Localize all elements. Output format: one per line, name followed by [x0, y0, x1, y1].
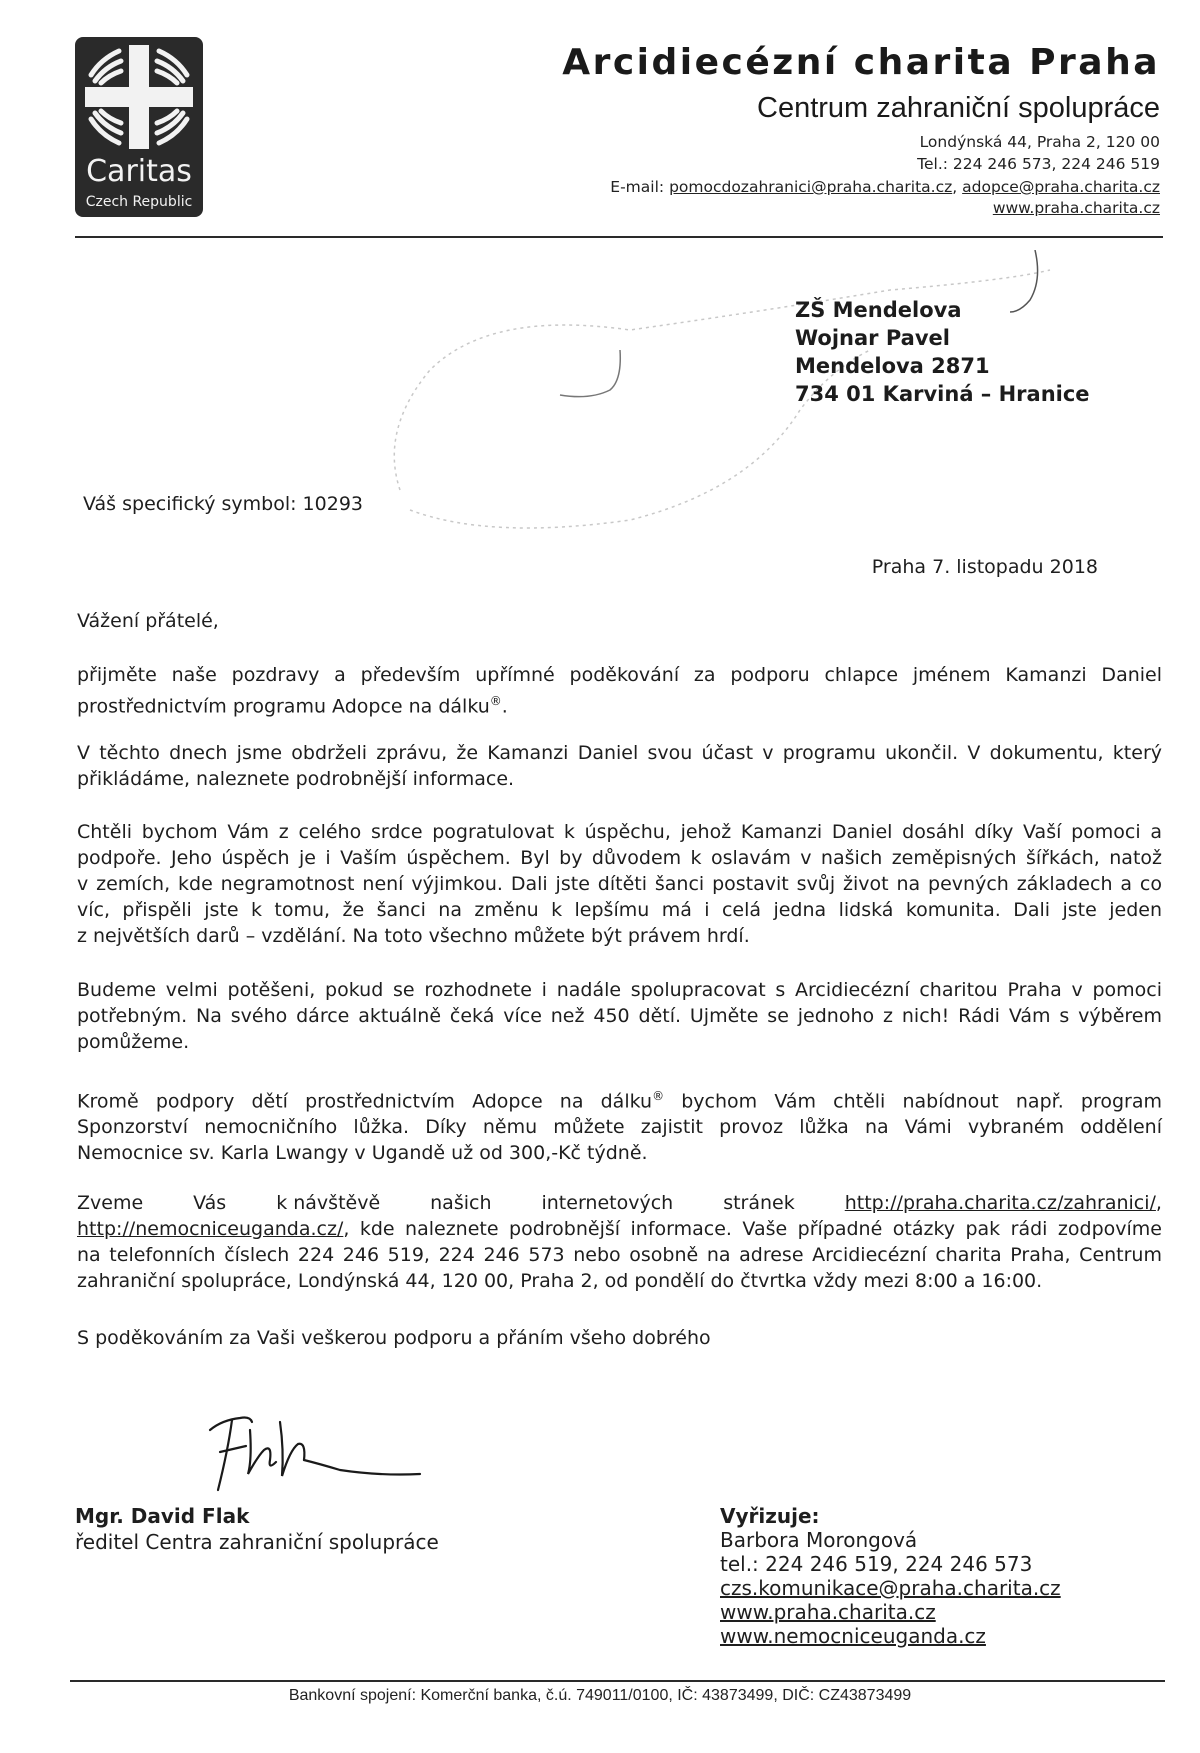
- header-divider: [75, 236, 1163, 238]
- contact-web-link-1[interactable]: www.praha.charita.cz: [720, 1600, 936, 1624]
- department-name: Centrum zahraniční spolupráce: [757, 92, 1160, 124]
- paragraph-5-text-a: Kromě podpory dětí prostřednictvím Adopce na dálku: [77, 1090, 653, 1113]
- recipient-line-3: Mendelova 2871: [795, 354, 990, 378]
- letter-date: Praha 7. listopadu 2018: [871, 556, 1098, 578]
- contact-email-link[interactable]: czs.komunikace@praha.charita.cz: [720, 1576, 1061, 1600]
- paragraph-5: [77, 1083, 1162, 1166]
- logo-brand-text: Caritas: [86, 154, 192, 189]
- paragraph-5-line-2: Sponzorství nemocničního lůžka. Díky němu můžete zajistit provoz lůžka na Vámi vybraném oddělení: [77, 1116, 1162, 1139]
- header-address: Londýnská 44, Praha 2, 120 00: [919, 133, 1160, 151]
- comma: ,: [1155, 1192, 1162, 1214]
- signatory-role: ředitel Centra zahraniční spolupráce: [75, 1530, 439, 1554]
- salutation: Vážení přátelé,: [77, 610, 219, 632]
- paragraph-5-text-b: bychom Vám chtěli nabídnout např. program: [664, 1090, 1162, 1113]
- paragraph-3-line-4: víc, přispěli jste k tomu, že šanci na změnu k lepšímu má i celá jedna lidská komunita. Dali jste jeden: [77, 899, 1162, 921]
- paragraph-6: [77, 1190, 1162, 1294]
- paragraph-3: [77, 819, 1162, 949]
- nemocniceuganda-link[interactable]: http://nemocniceuganda.cz/: [77, 1218, 344, 1240]
- paragraph-4-line-1: Budeme velmi potěšeni, pokud se rozhodnete i nadále spolupracovat s Arcidiecézní charitou Praha v pomoci: [77, 979, 1162, 1001]
- word: našich: [430, 1192, 492, 1214]
- paragraph-4: [77, 977, 1162, 1055]
- paragraph-6-line-4: zahraniční spolupráce, Londýnská 44, 120 00, Praha 2, od pondělí do čtvrtka vždy mezi 8:00 a 16:00.: [77, 1270, 1043, 1292]
- logo-country-text: Czech Republic: [85, 194, 193, 210]
- email-separator: ,: [952, 178, 958, 196]
- email-label: E-mail:: [610, 178, 665, 196]
- word: k návštěvě: [276, 1192, 381, 1214]
- recipient-line-2: Wojnar Pavel: [795, 326, 950, 350]
- paragraph-1-end: .: [501, 695, 508, 718]
- paragraph-2-line-2: přikládáme, naleznete podrobnější informace.: [77, 768, 515, 790]
- registered-mark: ®: [652, 1089, 665, 1103]
- closing-line: S poděkováním za Vaši veškerou podporu a přáním všeho dobrého: [77, 1327, 711, 1349]
- specific-symbol: Váš specifický symbol: 10293: [83, 493, 363, 515]
- header-phone: Tel.: 224 246 573, 224 246 519: [917, 155, 1160, 173]
- paragraph-5-line-1: [77, 1083, 1162, 1114]
- handled-by-label: Vyřizuje:: [720, 1504, 820, 1528]
- bank-details-footer: Bankovní spojení: Komerční banka, č.ú. 749011/0100, IČ: 43873499, DIČ: CZ43873499: [288, 1687, 912, 1704]
- word: Zveme: [77, 1192, 144, 1214]
- contact-name: Barbora Morongová: [720, 1528, 918, 1552]
- paragraph-1-line-1: přijměte naše pozdravy a především upřímné poděkování za podporu chlapce jménem Kamanzi Daniel: [77, 664, 1162, 686]
- paragraph-2-line-1: V těchto dnech jsme obdrželi zprávu, že Kamanzi Daniel svou účast v programu ukončil. V dokumentu, který: [77, 742, 1162, 764]
- paragraph-5-line-3: Nemocnice sv. Karla Lwangy v Ugandě už od 300,-Kč týdně.: [77, 1142, 648, 1165]
- charita-zahranici-link[interactable]: http://praha.charita.cz/zahranici/: [844, 1192, 1156, 1214]
- word: internetových: [541, 1192, 674, 1214]
- recipient-line-4: 734 01 Karviná – Hranice: [795, 382, 1090, 406]
- caritas-logo: [75, 37, 203, 217]
- recipient-line-1: ZŠ Mendelova: [795, 298, 962, 322]
- paragraph-6-line-3: na telefonních číslech 224 246 519, 224 246 573 nebo osobně na adrese Arcidiecézní charita Praha, Centrum: [77, 1244, 1162, 1266]
- footer-divider: [70, 1680, 1165, 1682]
- organization-name: Arcidiecézní charita Praha: [562, 42, 1160, 83]
- handwritten-signature-icon: [180, 1390, 440, 1510]
- word: stránek: [723, 1192, 795, 1214]
- paragraph-6-line-2: [77, 1216, 1162, 1242]
- paragraph-4-line-3: pomůžeme.: [77, 1031, 190, 1053]
- word: Vás: [193, 1192, 227, 1214]
- contact-phone: tel.: 224 246 519, 224 246 573: [720, 1552, 1033, 1576]
- paragraph-4-line-2: potřebným. Na svého dárce aktuálně čeká více než 450 dětí. Ujměte se jednoho z nich! Rádi Vám s výběrem: [77, 1005, 1162, 1027]
- header-web-link[interactable]: www.praha.charita.cz: [992, 199, 1160, 217]
- header-email-line: [610, 178, 1160, 196]
- paragraph-3-line-3: v zemích, kde negramotnost není výjimkou. Dali jste dítěti šanci postavit svůj život na pevných základech a co: [77, 873, 1162, 895]
- paragraph-3-line-5: z největších darů – vzdělání. Na toto všechno můžete být právem hrdí.: [77, 925, 750, 947]
- paragraph-2: [77, 740, 1162, 792]
- paragraph-1: [77, 662, 1162, 719]
- caritas-cross-flames-icon: [75, 37, 203, 157]
- email-link-1[interactable]: pomocdozahranici@praha.charita.cz: [669, 178, 953, 196]
- paragraph-3-line-1: Chtěli bychom Vám z celého srdce pogratulovat k úspěchu, jehož Kamanzi Daniel dosáhl díky Vaší pomoci a: [77, 821, 1162, 843]
- paragraph-6-line-1: [77, 1190, 1162, 1216]
- registered-mark: ®: [489, 694, 502, 708]
- paragraph-1-text: prostřednictvím programu Adopce na dálku: [77, 695, 490, 718]
- email-link-2[interactable]: adopce@praha.charita.cz: [962, 178, 1160, 196]
- contact-web-link-2[interactable]: www.nemocniceuganda.cz: [720, 1624, 986, 1648]
- paragraph-3-line-2: podpoře. Jeho úspěch je i Vaším úspěchem. Byl by důvodem k oslavám v našich zeměpisných šířkách, natož: [77, 847, 1162, 869]
- paragraph-6-text: , kde naleznete podrobnější informace. Vaše případné otázky pak rádi zodpovíme: [343, 1218, 1162, 1240]
- signatory-name: Mgr. David Flak: [75, 1504, 250, 1528]
- paragraph-1-line-2: [77, 688, 1162, 719]
